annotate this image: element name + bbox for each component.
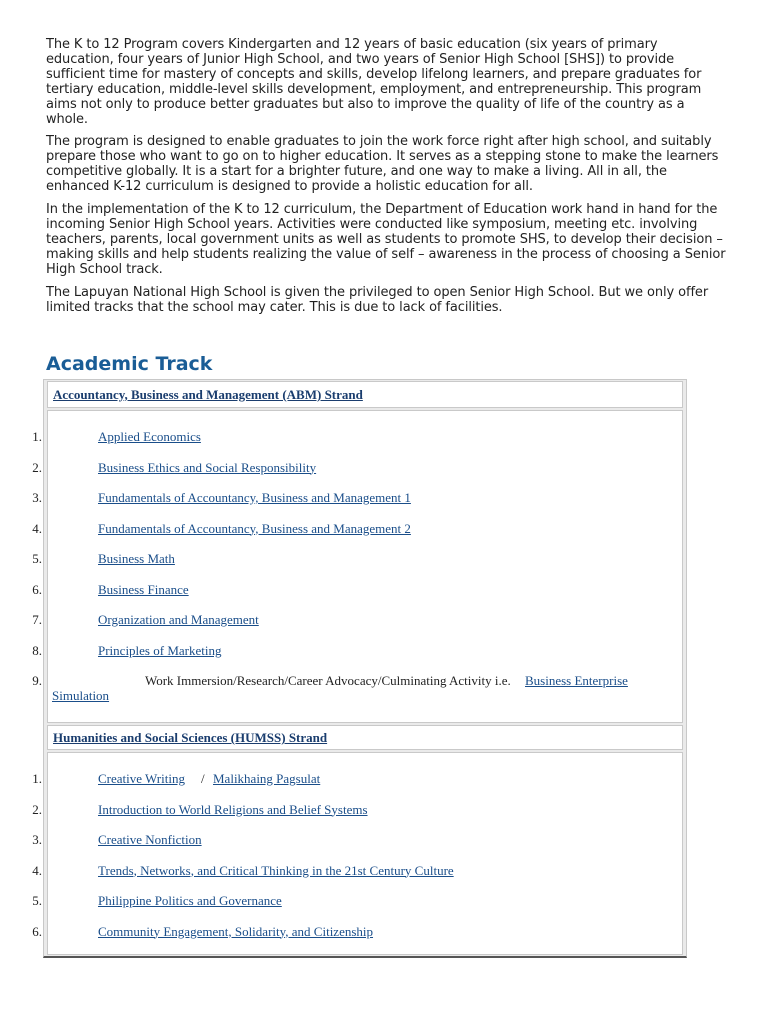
list-number: 3.: [32, 832, 42, 847]
list-number: 9.: [32, 673, 42, 688]
intro-paragraph-2: The program is designed to enable graduates to join the work force right after high school, and suitably prepare those who want to go on to higher education. It serves as a stepping stone to make the learners competitive globally. It is a start for a brighter future, and one way to make a living. All in all, the enhanced K-12 curriculum is designed to provide a holistic education for all.: [46, 134, 719, 195]
abm-subject-link[interactable]: Fundamentals of Accountancy, Business and Management 2: [98, 520, 411, 536]
list-number: 2.: [32, 801, 42, 817]
list-number: 6.: [32, 923, 42, 939]
humss-subject-link[interactable]: Introduction to World Religions and Belief Systems: [98, 801, 368, 817]
humss-subject-link[interactable]: Creative Nonfiction: [98, 832, 202, 847]
abm-subject-link[interactable]: Applied Economics: [98, 429, 201, 444]
humss-subject-link[interactable]: Philippine Politics and Governance: [98, 893, 282, 908]
list-number: 2.: [32, 459, 42, 475]
intro-paragraph-3: In the implementation of the K to 12 curriculum, the Department of Education work hand in hand for the incoming Senior High School years. Activities were conducted like symposium, meeting etc. involving teachers, parents, local government units as well as students to promote SHS, to develop their decision – making skills and help students realizing the value of self – awareness in the process of choosing a Senior High School track.: [46, 202, 726, 277]
creative-writing-link[interactable]: Creative Writing: [98, 771, 185, 786]
simulation-link[interactable]: Simulation: [52, 688, 110, 703]
list-number: 7.: [32, 612, 42, 627]
academic-track-heading: Academic Track: [46, 353, 213, 375]
abm-strand-header: [47, 381, 683, 408]
list-number: 4.: [32, 862, 42, 878]
academic-track-table: [32, 379, 687, 958]
malikhaing-pagsulat-link[interactable]: Malikhaing Pagsulat: [213, 771, 321, 786]
list-number: 5.: [32, 893, 42, 908]
abm-items-cell: [32, 410, 683, 723]
list-number: 4.: [32, 520, 42, 536]
list-number: 1.: [32, 429, 42, 444]
humss-items-cell: [32, 752, 683, 955]
humss-strand-link[interactable]: Humanities and Social Sciences (HUMSS) Strand: [53, 730, 328, 745]
humss-subject-link[interactable]: Trends, Networks, and Critical Thinking in the 21st Century Culture: [98, 862, 454, 878]
business-enterprise-link[interactable]: Business Enterprise: [525, 673, 628, 688]
abm-item-9-text: Work Immersion/Research/Career Advocacy/Culminating Activity i.e.: [145, 673, 511, 688]
list-number: 8.: [32, 642, 42, 658]
abm-subject-link[interactable]: Business Math: [98, 551, 175, 566]
abm-subject-link[interactable]: Business Ethics and Social Responsibility: [98, 459, 317, 475]
item-separator: /: [201, 771, 205, 786]
abm-subject-link[interactable]: Fundamentals of Accountancy, Business and Management 1: [98, 490, 411, 505]
abm-subject-link[interactable]: Organization and Management: [98, 612, 259, 627]
intro-paragraph-4: The Lapuyan National High School is given the privileged to open Senior High School. But we only offer limited tracks that the school may cater. This is due to lack of facilities.: [46, 284, 709, 315]
humss-strand-header: [47, 725, 683, 750]
intro-section: [46, 38, 726, 323]
humss-subject-link[interactable]: Community Engagement, Solidarity, and Citizenship: [98, 923, 374, 939]
list-number: 6.: [32, 581, 42, 597]
list-number: 5.: [32, 551, 42, 566]
abm-subject-link[interactable]: Business Finance: [98, 581, 189, 597]
list-number: 3.: [32, 490, 42, 505]
list-number: 1.: [32, 771, 42, 786]
intro-paragraph-1: The K to 12 Program covers Kindergarten and 12 years of basic education (six years of primary education, four years of Junior High School, and two years of Senior High School [SHS]) to provide sufficient time for mastery of concepts and skills, develop lifelong learners, and prepare graduates for tertiary education, middle-level skills development, employment, and entrepreneurship. This program aims not only to produce better graduates but also to improve the quality of life of the country as a whole.: [46, 37, 702, 127]
abm-strand-link[interactable]: Accountancy, Business and Management (ABM) Strand: [53, 387, 363, 402]
abm-subject-link[interactable]: Principles of Marketing: [98, 642, 222, 658]
